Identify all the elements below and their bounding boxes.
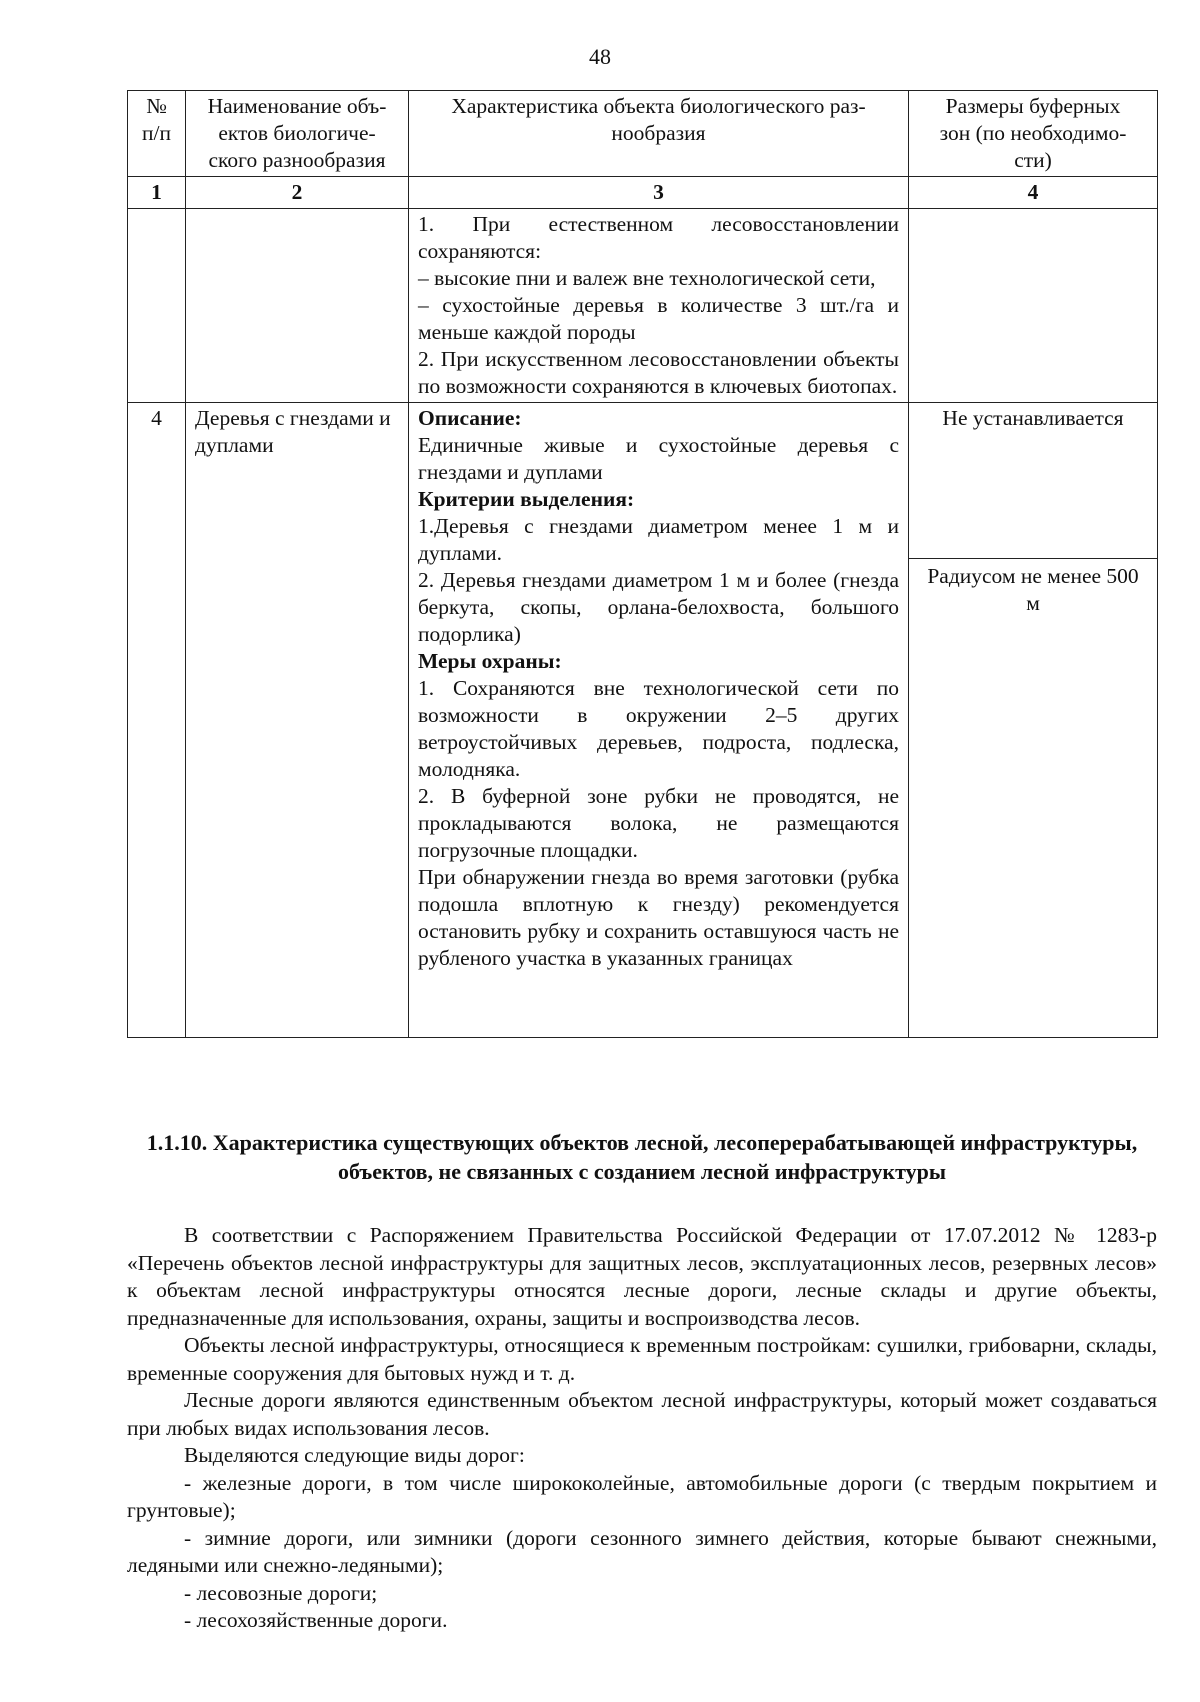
characteristic-line: 1. При естественном лесовосстановлении сохраняются: xyxy=(418,212,899,263)
header-line: Характеристика объекта биологического раз- xyxy=(451,94,866,118)
description-text: Единичные живые и сухостойные деревья с гнездами и дуплами xyxy=(418,433,899,484)
section-heading: 1.1.10. Характеристика существующих объектов лесной, лесоперерабатывающей инфраструктуры, объектов, не связанных с созданием лесной инфраструктуры xyxy=(146,1130,1138,1184)
paragraph: Выделяются следующие виды дорог: xyxy=(184,1443,525,1467)
cell-empty xyxy=(128,209,186,403)
criteria-item: 2. Деревья гнездами диаметром 1 м и более (гнезда беркута, скопы, орлана-белохвоста, большого подорлика) xyxy=(418,568,899,646)
measures-label: Меры охраны: xyxy=(418,649,562,673)
cell-empty xyxy=(186,209,409,403)
cell-empty xyxy=(909,209,1158,403)
header-line: № xyxy=(146,94,167,118)
list-item: - лесохозяйственные дороги. xyxy=(184,1608,448,1632)
measures-item: При обнаружении гнезда во время заготовки (рубка подошла вплотную к гнезду) рекомендуется остановить рубку и сохранить оставшуюся часть не рубленого участка в указанных границах xyxy=(418,865,899,970)
object-characteristic xyxy=(409,403,909,1038)
buffer-zone-cell xyxy=(909,403,1158,1038)
table-row-continued xyxy=(128,209,1158,403)
buffer-zone-value: Не устанавливается xyxy=(909,403,1157,559)
header-line: сти) xyxy=(1014,148,1052,172)
table-header-row xyxy=(128,91,1158,177)
header-line: нообразия xyxy=(611,121,706,145)
continued-characteristic xyxy=(409,209,909,403)
header-line: ектов биологиче- xyxy=(218,121,376,145)
header-line: зон (по необходимо- xyxy=(939,121,1127,145)
header-line: ского разнообразия xyxy=(208,148,386,172)
section-body xyxy=(127,1222,1157,1635)
paragraph: Объекты лесной инфраструктуры, относящиеся к временным постройкам: сушилки, грибоварни, склады, временные сооружения для бытовых нужд и т. д. xyxy=(127,1333,1157,1385)
column-number: 3 xyxy=(409,177,909,209)
characteristic-line: 2. При искусственном лесовосстановлении объекты по возможности сохраняются в ключевых биотопах. xyxy=(418,347,899,398)
row-number: 4 xyxy=(128,403,186,1038)
header-number xyxy=(128,91,186,177)
characteristic-line: – высокие пни и валеж вне технологической сети, xyxy=(418,266,876,290)
criteria-item: 1.Деревья с гнездами диаметром менее 1 м и дуплами. xyxy=(418,514,899,565)
table-row-4 xyxy=(128,403,1158,1038)
column-number: 4 xyxy=(909,177,1158,209)
column-number: 2 xyxy=(186,177,409,209)
description-label: Описание: xyxy=(418,406,522,430)
header-line: Наименование объ- xyxy=(207,94,387,118)
column-number-row xyxy=(128,177,1158,209)
measures-item: 1. Сохраняются вне технологической сети по возможности в окружении 2–5 других ветроустойчивых деревьев, подроста, подлеска, молодняка. xyxy=(418,676,899,781)
header-buffer-zones xyxy=(909,91,1158,177)
header-line: п/п xyxy=(142,121,171,145)
buffer-zone-value: Радиусом не менее 500 м xyxy=(927,564,1139,615)
criteria-label: Критерии выделения: xyxy=(418,487,635,511)
page-number: 48 xyxy=(589,44,611,69)
column-number: 1 xyxy=(128,177,186,209)
characteristic-line: – сухостойные деревья в количестве 3 шт./га и меньше каждой породы xyxy=(418,293,899,344)
paragraph: В соответствии с Распоряжением Правительства Российской Федерации от 17.07.2012 № 1283-р «Перечень объектов лесной инфраструктуры для защитных лесов, эксплуатационных лесов, резервных лесов» к объектам лесной инфраструктуры относятся лесные дороги, лесные склады и другие объекты, предназначенные для использования, охраны, защиты и воспроизводства лесов. xyxy=(127,1223,1157,1330)
list-item: - лесовозные дороги; xyxy=(184,1580,378,1605)
header-object-name xyxy=(186,91,409,177)
paragraph: Лесные дороги являются единственным объектом лесной инфраструктуры, который может создаваться при любых видах использования лесов. xyxy=(127,1388,1157,1440)
list-item: - железные дороги, в том числе ширококолейные, автомобильные дороги (с твердым покрытием и грунтовые); xyxy=(127,1470,1157,1522)
measures-item: 2. В буферной зоне рубки не проводятся, не прокладываются волока, не размещаются погрузочные площадки. xyxy=(418,784,899,862)
header-characteristic xyxy=(409,91,909,177)
biodiversity-table xyxy=(127,90,1158,1038)
header-line: Размеры буферных xyxy=(945,94,1121,118)
list-item: - зимние дороги, или зимники (дороги сезонного зимнего действия, которые бывают снежными, ледяными или снежно-ледяными); xyxy=(127,1525,1157,1577)
object-name: Деревья с гнездами и дуплами xyxy=(186,403,409,1038)
